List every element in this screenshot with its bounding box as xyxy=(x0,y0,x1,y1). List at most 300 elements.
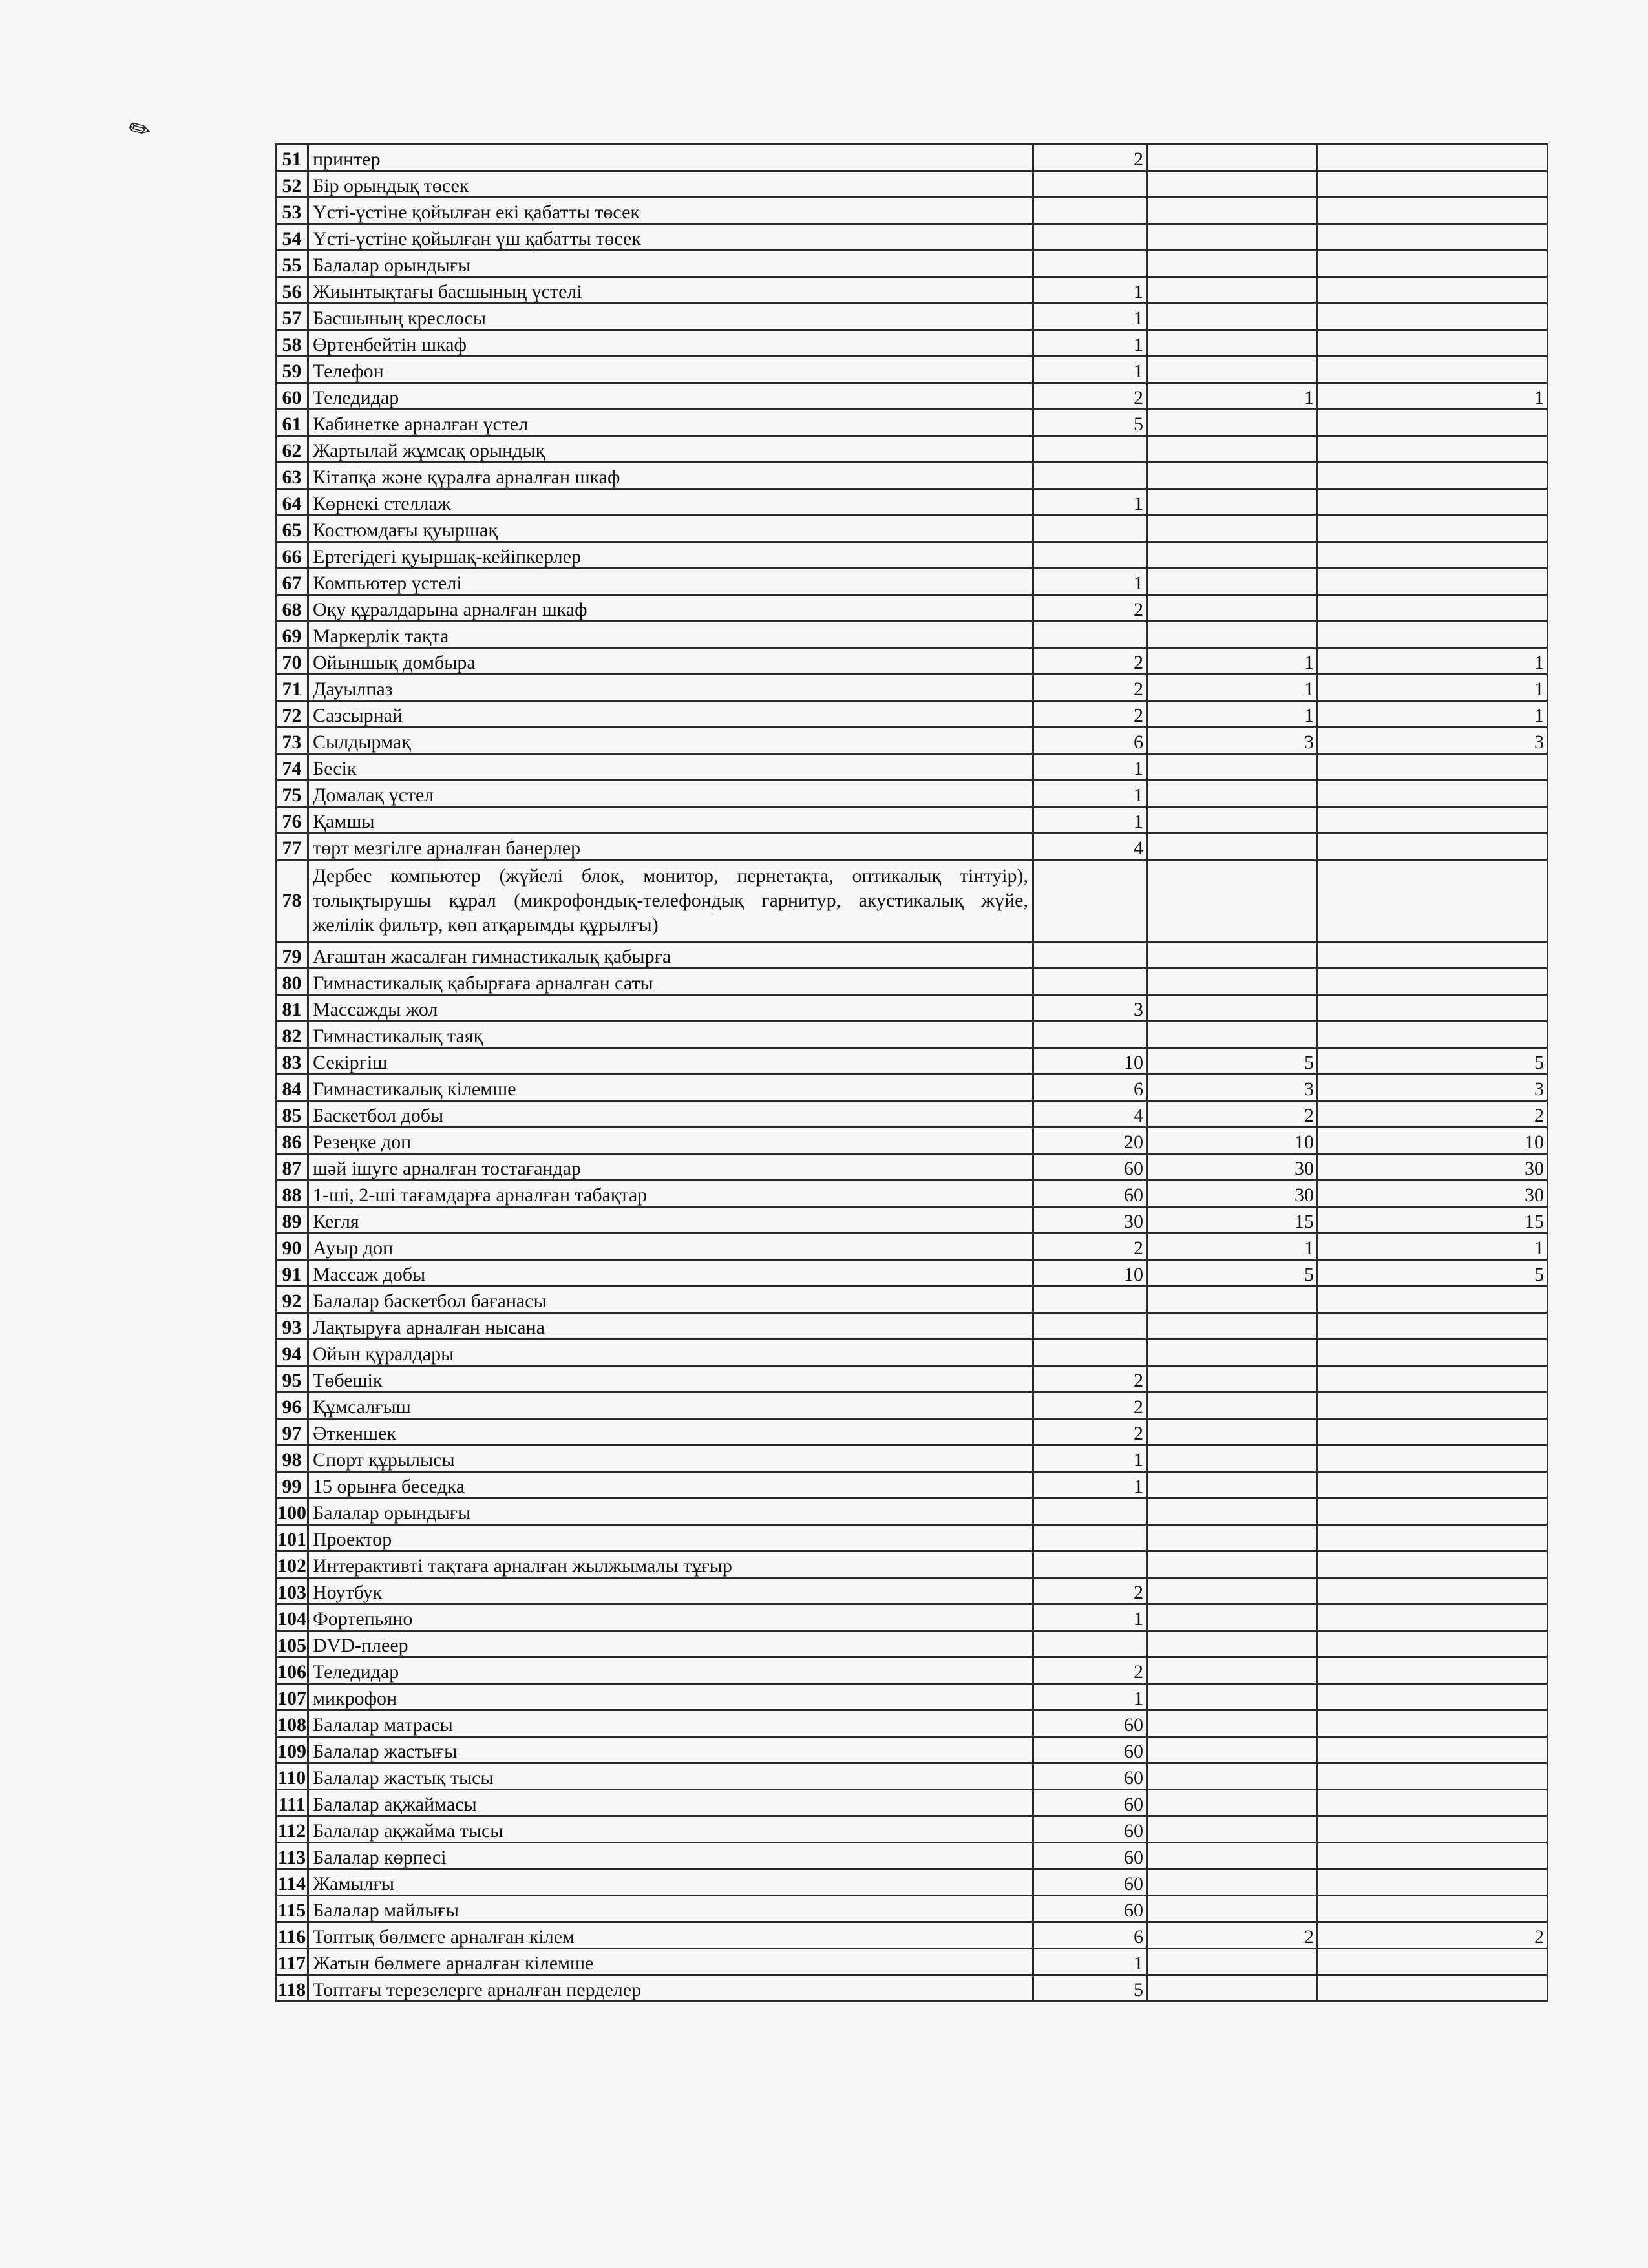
quantity-col-1 xyxy=(1033,1339,1147,1366)
item-name: Кегля xyxy=(308,1207,1033,1234)
table-row xyxy=(276,1631,1548,1657)
item-name: Топтық бөлмеге арналған кілем xyxy=(308,1922,1033,1949)
quantity-col-2 xyxy=(1147,754,1318,781)
quantity-col-3 xyxy=(1318,251,1548,277)
quantity-col-3 xyxy=(1318,1445,1548,1472)
quantity-col-3 xyxy=(1318,1313,1548,1339)
row-number: 98 xyxy=(276,1445,308,1472)
quantity-col-3 xyxy=(1318,622,1548,648)
item-name: Резеңке доп xyxy=(308,1128,1033,1154)
table-row xyxy=(276,1790,1548,1816)
quantity-col-1: 5 xyxy=(1033,410,1147,436)
quantity-col-2 xyxy=(1147,995,1318,1022)
quantity-col-3 xyxy=(1318,304,1548,330)
item-name: Құмсалғыш xyxy=(308,1392,1033,1419)
quantity-col-3 xyxy=(1318,1498,1548,1525)
table-row xyxy=(276,942,1548,969)
quantity-col-2 xyxy=(1147,198,1318,224)
item-name: Балалар матрасы xyxy=(308,1710,1033,1737)
quantity-col-3: 2 xyxy=(1318,1101,1548,1128)
quantity-col-2 xyxy=(1147,145,1318,171)
table-row xyxy=(276,1313,1548,1339)
table-row xyxy=(276,1578,1548,1604)
quantity-col-1: 1 xyxy=(1033,1684,1147,1710)
row-number: 108 xyxy=(276,1710,308,1737)
item-name: Ауыр доп xyxy=(308,1234,1033,1260)
row-number: 94 xyxy=(276,1339,308,1366)
quantity-col-3 xyxy=(1318,224,1548,251)
row-number: 71 xyxy=(276,675,308,701)
quantity-col-3 xyxy=(1318,834,1548,860)
quantity-col-3 xyxy=(1318,1339,1548,1366)
quantity-col-1: 3 xyxy=(1033,995,1147,1022)
row-number: 113 xyxy=(276,1843,308,1869)
item-name: Костюмдағы қуыршақ xyxy=(308,516,1033,542)
row-number: 65 xyxy=(276,516,308,542)
quantity-col-2 xyxy=(1147,1472,1318,1498)
quantity-col-1: 1 xyxy=(1033,1472,1147,1498)
quantity-col-2 xyxy=(1147,622,1318,648)
quantity-col-2 xyxy=(1147,330,1318,357)
quantity-col-3 xyxy=(1318,145,1548,171)
item-name: Үсті-үстіне қойылған екі қабатты төсек xyxy=(308,198,1033,224)
quantity-col-2 xyxy=(1147,1392,1318,1419)
quantity-col-2: 1 xyxy=(1147,383,1318,410)
quantity-col-1: 30 xyxy=(1033,1207,1147,1234)
row-number: 72 xyxy=(276,701,308,728)
quantity-col-1: 1 xyxy=(1033,569,1147,595)
quantity-col-3 xyxy=(1318,489,1548,516)
quantity-col-1: 2 xyxy=(1033,648,1147,675)
quantity-col-3: 1 xyxy=(1318,383,1548,410)
row-number: 67 xyxy=(276,569,308,595)
row-number: 84 xyxy=(276,1075,308,1101)
quantity-col-1: 60 xyxy=(1033,1896,1147,1922)
quantity-col-2 xyxy=(1147,251,1318,277)
table-row xyxy=(276,436,1548,463)
table-row xyxy=(276,1816,1548,1843)
table-row xyxy=(276,1896,1548,1922)
quantity-col-1: 2 xyxy=(1033,675,1147,701)
quantity-col-2 xyxy=(1147,1869,1318,1896)
quantity-col-1 xyxy=(1033,622,1147,648)
item-name: Ертегідегі қуыршақ-кейіпкерлер xyxy=(308,542,1033,569)
table-row xyxy=(276,1763,1548,1790)
quantity-col-2 xyxy=(1147,595,1318,622)
quantity-col-1: 2 xyxy=(1033,1578,1147,1604)
table-row xyxy=(276,1022,1548,1048)
item-name: Гимнастикалық қабырғаға арналған саты xyxy=(308,969,1033,995)
quantity-col-2 xyxy=(1147,1975,1318,2002)
table-row xyxy=(276,1234,1548,1260)
item-name: Дербес компьютер (жүйелі блок, монитор, пернетақта, оптикалық тінтуір), толықтырушы құрал (микрофондық-телефондық гарнитур, акустикалық жүйе, желілік фильтр, көп атқарымды құрылғы) xyxy=(308,860,1033,942)
row-number: 83 xyxy=(276,1048,308,1075)
table-row xyxy=(276,1339,1548,1366)
item-name: Гимнастикалық таяқ xyxy=(308,1022,1033,1048)
item-name: Массажды жол xyxy=(308,995,1033,1022)
quantity-col-2: 30 xyxy=(1147,1154,1318,1181)
quantity-col-3 xyxy=(1318,781,1548,807)
item-name: Гимнастикалық кілемше xyxy=(308,1075,1033,1101)
row-number: 77 xyxy=(276,834,308,860)
table-row xyxy=(276,171,1548,198)
item-name: Проектор xyxy=(308,1525,1033,1551)
quantity-col-3 xyxy=(1318,1392,1548,1419)
item-name: Қамшы xyxy=(308,807,1033,834)
table-row xyxy=(276,542,1548,569)
quantity-col-3: 1 xyxy=(1318,675,1548,701)
row-number: 118 xyxy=(276,1975,308,2002)
inventory-table-body xyxy=(276,145,1548,2002)
table-row xyxy=(276,1392,1548,1419)
quantity-col-1: 1 xyxy=(1033,781,1147,807)
quantity-col-3 xyxy=(1318,357,1548,383)
row-number: 73 xyxy=(276,728,308,754)
row-number: 90 xyxy=(276,1234,308,1260)
row-number: 54 xyxy=(276,224,308,251)
item-name: Балалар баскетбол бағанасы xyxy=(308,1286,1033,1313)
row-number: 106 xyxy=(276,1657,308,1684)
row-number: 66 xyxy=(276,542,308,569)
quantity-col-1: 1 xyxy=(1033,807,1147,834)
row-number: 81 xyxy=(276,995,308,1022)
quantity-col-3: 5 xyxy=(1318,1260,1548,1286)
row-number: 62 xyxy=(276,436,308,463)
quantity-col-2 xyxy=(1147,1578,1318,1604)
quantity-col-1: 60 xyxy=(1033,1869,1147,1896)
quantity-col-2: 15 xyxy=(1147,1207,1318,1234)
item-name: шәй ішуге арналған тостағандар xyxy=(308,1154,1033,1181)
quantity-col-1: 1 xyxy=(1033,754,1147,781)
row-number: 87 xyxy=(276,1154,308,1181)
row-number: 91 xyxy=(276,1260,308,1286)
item-name: Баскетбол добы xyxy=(308,1101,1033,1128)
table-row xyxy=(276,1419,1548,1445)
item-name: Интерактивті тақтаға арналған жылжымалы тұғыр xyxy=(308,1551,1033,1578)
table-row xyxy=(276,1366,1548,1392)
quantity-col-2: 1 xyxy=(1147,648,1318,675)
quantity-col-3: 1 xyxy=(1318,648,1548,675)
quantity-col-3 xyxy=(1318,1710,1548,1737)
quantity-col-3 xyxy=(1318,942,1548,969)
quantity-col-1 xyxy=(1033,198,1147,224)
table-row xyxy=(276,1604,1548,1631)
table-row xyxy=(276,569,1548,595)
quantity-col-2 xyxy=(1147,436,1318,463)
quantity-col-3 xyxy=(1318,516,1548,542)
quantity-col-1 xyxy=(1033,1525,1147,1551)
quantity-col-2: 30 xyxy=(1147,1181,1318,1207)
quantity-col-3 xyxy=(1318,463,1548,489)
row-number: 107 xyxy=(276,1684,308,1710)
row-number: 78 xyxy=(276,860,308,942)
quantity-col-1: 1 xyxy=(1033,330,1147,357)
quantity-col-3: 3 xyxy=(1318,728,1548,754)
quantity-col-2 xyxy=(1147,1551,1318,1578)
quantity-col-1: 1 xyxy=(1033,1445,1147,1472)
table-row xyxy=(276,1525,1548,1551)
quantity-col-3 xyxy=(1318,1286,1548,1313)
table-row xyxy=(276,198,1548,224)
table-row xyxy=(276,1949,1548,1975)
quantity-col-2 xyxy=(1147,1816,1318,1843)
table-row xyxy=(276,1128,1548,1154)
row-number: 88 xyxy=(276,1181,308,1207)
table-row xyxy=(276,1922,1548,1949)
row-number: 55 xyxy=(276,251,308,277)
table-row xyxy=(276,1075,1548,1101)
quantity-col-3 xyxy=(1318,1843,1548,1869)
item-name: Балалар ақжаймасы xyxy=(308,1790,1033,1816)
quantity-col-2 xyxy=(1147,304,1318,330)
quantity-col-2 xyxy=(1147,807,1318,834)
item-name: Балалар көрпесі xyxy=(308,1843,1033,1869)
table-row xyxy=(276,1207,1548,1234)
quantity-col-3 xyxy=(1318,1737,1548,1763)
row-number: 102 xyxy=(276,1551,308,1578)
row-number: 59 xyxy=(276,357,308,383)
quantity-col-2 xyxy=(1147,942,1318,969)
quantity-col-1 xyxy=(1033,224,1147,251)
quantity-col-1 xyxy=(1033,463,1147,489)
quantity-col-3 xyxy=(1318,860,1548,942)
table-row xyxy=(276,1843,1548,1869)
quantity-col-1 xyxy=(1033,1286,1147,1313)
item-name: Төбешік xyxy=(308,1366,1033,1392)
row-number: 85 xyxy=(276,1101,308,1128)
item-name: DVD-плеер xyxy=(308,1631,1033,1657)
item-name: Секіргіш xyxy=(308,1048,1033,1075)
item-name: Көрнекі стеллаж xyxy=(308,489,1033,516)
quantity-col-3 xyxy=(1318,1684,1548,1710)
item-name: Телефон xyxy=(308,357,1033,383)
table-row xyxy=(276,463,1548,489)
table-row xyxy=(276,383,1548,410)
quantity-col-2: 5 xyxy=(1147,1048,1318,1075)
quantity-col-2: 3 xyxy=(1147,728,1318,754)
quantity-col-3 xyxy=(1318,542,1548,569)
inventory-table xyxy=(275,143,1548,2002)
item-name: Бесік xyxy=(308,754,1033,781)
quantity-col-1: 2 xyxy=(1033,1419,1147,1445)
row-number: 99 xyxy=(276,1472,308,1498)
quantity-col-1: 2 xyxy=(1033,1657,1147,1684)
table-row xyxy=(276,754,1548,781)
quantity-col-2 xyxy=(1147,224,1318,251)
quantity-col-3 xyxy=(1318,1419,1548,1445)
row-number: 76 xyxy=(276,807,308,834)
item-name: төрт мезгілге арналған банерлер xyxy=(308,834,1033,860)
item-name: Балалар майлығы xyxy=(308,1896,1033,1922)
item-name: Үсті-үстіне қойылған үш қабатты төсек xyxy=(308,224,1033,251)
row-number: 101 xyxy=(276,1525,308,1551)
item-name: микрофон xyxy=(308,1684,1033,1710)
row-number: 60 xyxy=(276,383,308,410)
quantity-col-1: 5 xyxy=(1033,1975,1147,2002)
quantity-col-2 xyxy=(1147,1419,1318,1445)
quantity-col-1 xyxy=(1033,942,1147,969)
quantity-col-2 xyxy=(1147,1949,1318,1975)
table-row xyxy=(276,224,1548,251)
quantity-col-2 xyxy=(1147,860,1318,942)
item-name: Топтағы терезелерге арналған перделер xyxy=(308,1975,1033,2002)
row-number: 61 xyxy=(276,410,308,436)
table-row xyxy=(276,251,1548,277)
quantity-col-2 xyxy=(1147,542,1318,569)
table-row xyxy=(276,834,1548,860)
table-row xyxy=(276,995,1548,1022)
quantity-col-3 xyxy=(1318,995,1548,1022)
quantity-col-3 xyxy=(1318,807,1548,834)
quantity-col-2 xyxy=(1147,781,1318,807)
quantity-col-2 xyxy=(1147,1843,1318,1869)
table-row xyxy=(276,1869,1548,1896)
quantity-col-3 xyxy=(1318,1657,1548,1684)
item-name: Лақтыруға арналған нысана xyxy=(308,1313,1033,1339)
row-number: 57 xyxy=(276,304,308,330)
quantity-col-2 xyxy=(1147,1498,1318,1525)
quantity-col-1: 2 xyxy=(1033,595,1147,622)
quantity-col-3 xyxy=(1318,1022,1548,1048)
table-row xyxy=(276,330,1548,357)
quantity-col-1: 1 xyxy=(1033,277,1147,304)
quantity-col-1: 1 xyxy=(1033,1949,1147,1975)
quantity-col-3 xyxy=(1318,410,1548,436)
quantity-col-1: 60 xyxy=(1033,1843,1147,1869)
quantity-col-2 xyxy=(1147,357,1318,383)
table-row xyxy=(276,1710,1548,1737)
row-number: 93 xyxy=(276,1313,308,1339)
quantity-col-2: 2 xyxy=(1147,1101,1318,1128)
quantity-col-1: 2 xyxy=(1033,1234,1147,1260)
row-number: 63 xyxy=(276,463,308,489)
quantity-col-3 xyxy=(1318,1975,1548,2002)
quantity-col-3 xyxy=(1318,1763,1548,1790)
quantity-col-2 xyxy=(1147,1657,1318,1684)
row-number: 75 xyxy=(276,781,308,807)
quantity-col-2 xyxy=(1147,1339,1318,1366)
quantity-col-1: 10 xyxy=(1033,1048,1147,1075)
quantity-col-3: 15 xyxy=(1318,1207,1548,1234)
row-number: 56 xyxy=(276,277,308,304)
quantity-col-3: 2 xyxy=(1318,1922,1548,1949)
table-row xyxy=(276,1657,1548,1684)
item-name: Теледидар xyxy=(308,383,1033,410)
quantity-col-2 xyxy=(1147,1684,1318,1710)
quantity-col-1: 6 xyxy=(1033,1075,1147,1101)
row-number: 53 xyxy=(276,198,308,224)
row-number: 116 xyxy=(276,1922,308,1949)
quantity-col-1: 10 xyxy=(1033,1260,1147,1286)
quantity-col-1: 60 xyxy=(1033,1816,1147,1843)
quantity-col-1: 2 xyxy=(1033,145,1147,171)
quantity-col-2 xyxy=(1147,1445,1318,1472)
quantity-col-2 xyxy=(1147,1790,1318,1816)
item-name: Бір орындық төсек xyxy=(308,171,1033,198)
quantity-col-2 xyxy=(1147,1710,1318,1737)
item-name: Ойыншық домбыра xyxy=(308,648,1033,675)
quantity-col-3 xyxy=(1318,754,1548,781)
quantity-col-3 xyxy=(1318,1631,1548,1657)
quantity-col-2 xyxy=(1147,969,1318,995)
quantity-col-2 xyxy=(1147,834,1318,860)
item-name: Балалар жастық тысы xyxy=(308,1763,1033,1790)
item-name: Ноутбук xyxy=(308,1578,1033,1604)
item-name: 15 орынға беседка xyxy=(308,1472,1033,1498)
table-row xyxy=(276,807,1548,834)
quantity-col-2: 5 xyxy=(1147,1260,1318,1286)
item-name: Маркерлік тақта xyxy=(308,622,1033,648)
row-number: 92 xyxy=(276,1286,308,1313)
quantity-col-3 xyxy=(1318,436,1548,463)
row-number: 51 xyxy=(276,145,308,171)
table-row xyxy=(276,357,1548,383)
item-name: Өртенбейтін шкаф xyxy=(308,330,1033,357)
quantity-col-2 xyxy=(1147,489,1318,516)
quantity-col-2 xyxy=(1147,1737,1318,1763)
pen-mark: ✎ xyxy=(123,111,157,149)
quantity-col-1: 60 xyxy=(1033,1790,1147,1816)
table-row xyxy=(276,277,1548,304)
row-number: 74 xyxy=(276,754,308,781)
item-name: Дауылпаз xyxy=(308,675,1033,701)
quantity-col-2 xyxy=(1147,1286,1318,1313)
quantity-col-3 xyxy=(1318,198,1548,224)
table-row xyxy=(276,1975,1548,2002)
quantity-col-3: 10 xyxy=(1318,1128,1548,1154)
quantity-col-2 xyxy=(1147,410,1318,436)
quantity-col-3: 30 xyxy=(1318,1181,1548,1207)
item-name: 1-ші, 2-ші тағамдарға арналған табақтар xyxy=(308,1181,1033,1207)
quantity-col-3: 3 xyxy=(1318,1075,1548,1101)
quantity-col-3 xyxy=(1318,1869,1548,1896)
quantity-col-3 xyxy=(1318,277,1548,304)
quantity-col-1: 2 xyxy=(1033,383,1147,410)
quantity-col-3 xyxy=(1318,1604,1548,1631)
quantity-col-1: 1 xyxy=(1033,357,1147,383)
quantity-col-2 xyxy=(1147,1313,1318,1339)
table-row xyxy=(276,728,1548,754)
table-row xyxy=(276,675,1548,701)
quantity-col-3 xyxy=(1318,330,1548,357)
table-row xyxy=(276,1472,1548,1498)
item-name: Домалақ үстел xyxy=(308,781,1033,807)
quantity-col-2: 2 xyxy=(1147,1922,1318,1949)
quantity-col-1: 60 xyxy=(1033,1710,1147,1737)
table-row xyxy=(276,1260,1548,1286)
quantity-col-1 xyxy=(1033,1631,1147,1657)
quantity-col-1: 60 xyxy=(1033,1181,1147,1207)
row-number: 82 xyxy=(276,1022,308,1048)
quantity-col-3: 30 xyxy=(1318,1154,1548,1181)
quantity-col-2: 1 xyxy=(1147,701,1318,728)
quantity-col-1: 20 xyxy=(1033,1128,1147,1154)
quantity-col-1 xyxy=(1033,1313,1147,1339)
item-name: Оқу құралдарына арналған шкаф xyxy=(308,595,1033,622)
item-name: Сылдырмақ xyxy=(308,728,1033,754)
quantity-col-1: 4 xyxy=(1033,834,1147,860)
row-number: 70 xyxy=(276,648,308,675)
quantity-col-2 xyxy=(1147,277,1318,304)
item-name: Массаж добы xyxy=(308,1260,1033,1286)
table-row xyxy=(276,1737,1548,1763)
quantity-col-1: 6 xyxy=(1033,1922,1147,1949)
row-number: 109 xyxy=(276,1737,308,1763)
row-number: 58 xyxy=(276,330,308,357)
quantity-col-1 xyxy=(1033,1551,1147,1578)
table-row xyxy=(276,1181,1548,1207)
item-name: Әткеншек xyxy=(308,1419,1033,1445)
